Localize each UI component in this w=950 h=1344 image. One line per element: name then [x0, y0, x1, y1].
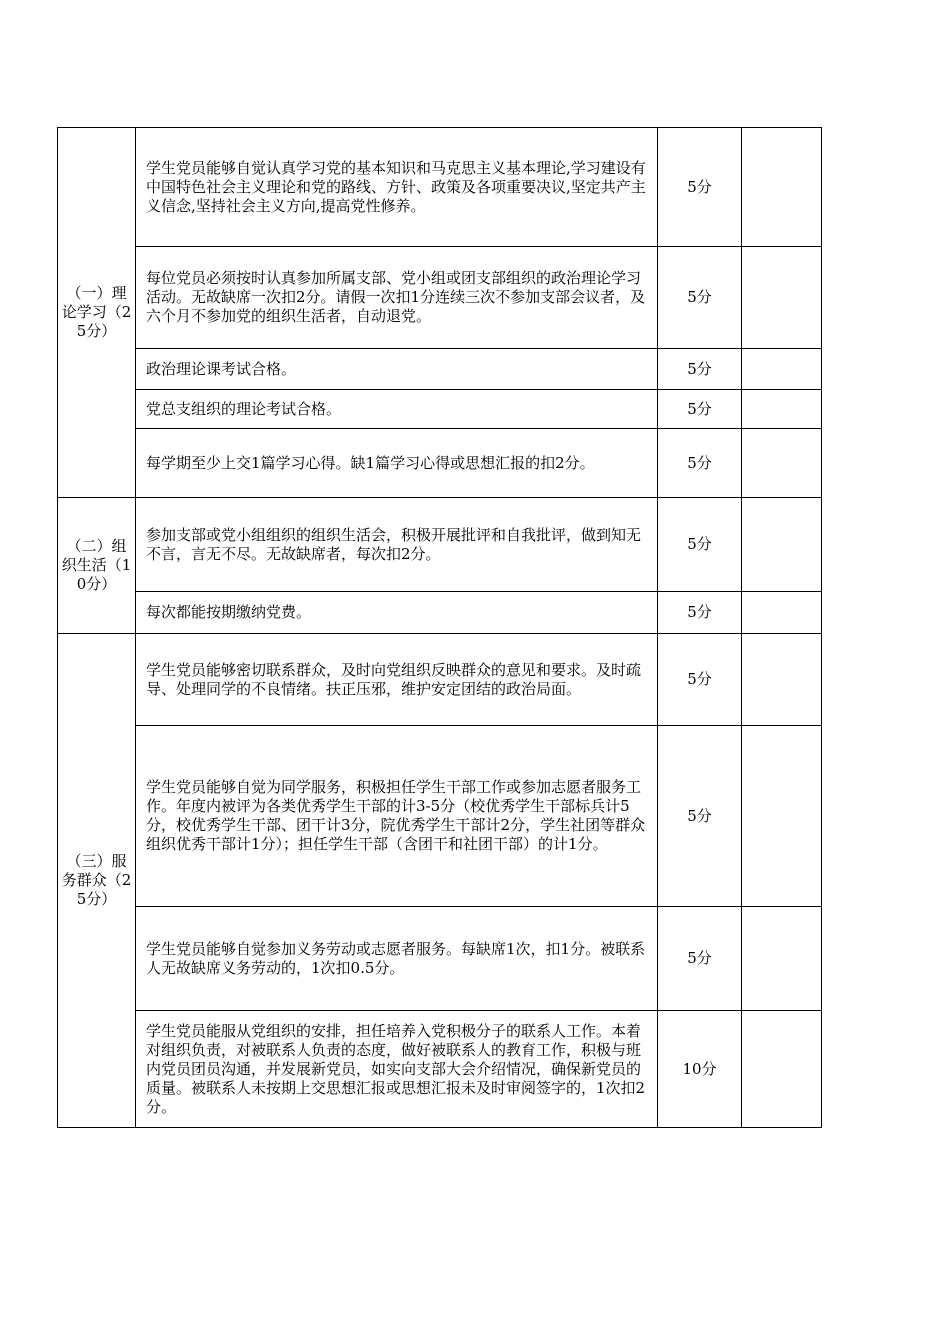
score-value: 5分	[658, 429, 742, 498]
category-label: （一）理论学习（25分）	[61, 284, 132, 340]
table-row	[58, 498, 822, 592]
table-row	[58, 349, 822, 390]
criterion-text: 学生党员能够密切联系群众，及时向党组织反映群众的意见和要求。及时疏导、处理同学的不良情绪。扶正压邪，维护安定团结的政治局面。	[136, 634, 658, 726]
criterion-text: 每学期至少上交1篇学习心得。缺1篇学习心得或思想汇报的扣2分。	[136, 429, 658, 498]
score-value: 5分	[658, 634, 742, 726]
score-entry-cell[interactable]	[742, 247, 822, 349]
evaluation-table	[57, 127, 822, 1128]
table-row	[58, 726, 822, 907]
score-entry-cell[interactable]	[742, 634, 822, 726]
score-entry-cell[interactable]	[742, 1011, 822, 1128]
score-value: 5分	[658, 247, 742, 349]
score-entry-cell[interactable]	[742, 498, 822, 592]
score-value: 5分	[658, 128, 742, 247]
score-value: 5分	[658, 907, 742, 1011]
criterion-text: 学生党员能服从党组织的安排，担任培养入党积极分子的联系人工作。本着对组织负责，对被联系人负责的态度，做好被联系人的教育工作，积极与班内党员团员沟通，并发展新党员，如实向支部大会介绍情况，确保新党员的质量。被联系人未按期上交思想汇报或思想汇报未及时审阅签字的，1次扣2分。	[136, 1011, 658, 1128]
score-entry-cell[interactable]	[742, 726, 822, 907]
table-row	[58, 390, 822, 429]
score-entry-cell[interactable]	[742, 592, 822, 634]
criterion-text: 每次都能按期缴纳党费。	[136, 592, 658, 634]
criterion-text: 政治理论课考试合格。	[136, 349, 658, 390]
category-cell	[58, 634, 136, 1128]
criterion-text: 党总支组织的理论考试合格。	[136, 390, 658, 429]
score-entry-cell[interactable]	[742, 349, 822, 390]
score-entry-cell[interactable]	[742, 907, 822, 1011]
category-label: （三）服务群众（25分）	[61, 852, 132, 908]
category-cell	[58, 128, 136, 498]
score-value: 5分	[658, 349, 742, 390]
criterion-text: 学生党员能够自觉认真学习党的基本知识和马克思主义基本理论,学习建设有中国特色社会主义理论和党的路线、方针、政策及各项重要决议,坚定共产主义信念,坚持社会主义方向,提高党性修养。	[136, 128, 658, 247]
table-row	[58, 634, 822, 726]
table-row	[58, 592, 822, 634]
table-row	[58, 429, 822, 498]
category-cell	[58, 498, 136, 634]
score-value: 5分	[658, 498, 742, 592]
score-entry-cell[interactable]	[742, 390, 822, 429]
table-row	[58, 247, 822, 349]
table-row	[58, 907, 822, 1011]
category-label: （二）组织生活（10分）	[61, 537, 132, 593]
criterion-text: 学生党员能够自觉参加义务劳动或志愿者服务。每缺席1次，扣1分。被联系人无故缺席义务劳动的，1次扣0.5分。	[136, 907, 658, 1011]
criterion-text: 学生党员能够自觉为同学服务，积极担任学生干部工作或参加志愿者服务工作。年度内被评为各类优秀学生干部的计3-5分（校优秀学生干部标兵计5分，校优秀学生干部、团干计3分，院优秀学生干部计2分，学生社团等群众组织优秀干部计1分）；担任学生干部（含团干和社团干部）的计1分。	[136, 726, 658, 907]
table-row	[58, 128, 822, 247]
table-row	[58, 1011, 822, 1128]
score-value: 10分	[658, 1011, 742, 1128]
score-value: 5分	[658, 592, 742, 634]
score-value: 5分	[658, 390, 742, 429]
score-value: 5分	[658, 726, 742, 907]
score-entry-cell[interactable]	[742, 128, 822, 247]
score-entry-cell[interactable]	[742, 429, 822, 498]
criterion-text: 参加支部或党小组组织的组织生活会，积极开展批评和自我批评，做到知无不言，言无不尽。无故缺席者，每次扣2分。	[136, 498, 658, 592]
criterion-text: 每位党员必须按时认真参加所属支部、党小组或团支部组织的政治理论学习活动。无故缺席一次扣2分。请假一次扣1分连续三次不参加支部会议者，及六个月不参加党的组织生活者，自动退党。	[136, 247, 658, 349]
